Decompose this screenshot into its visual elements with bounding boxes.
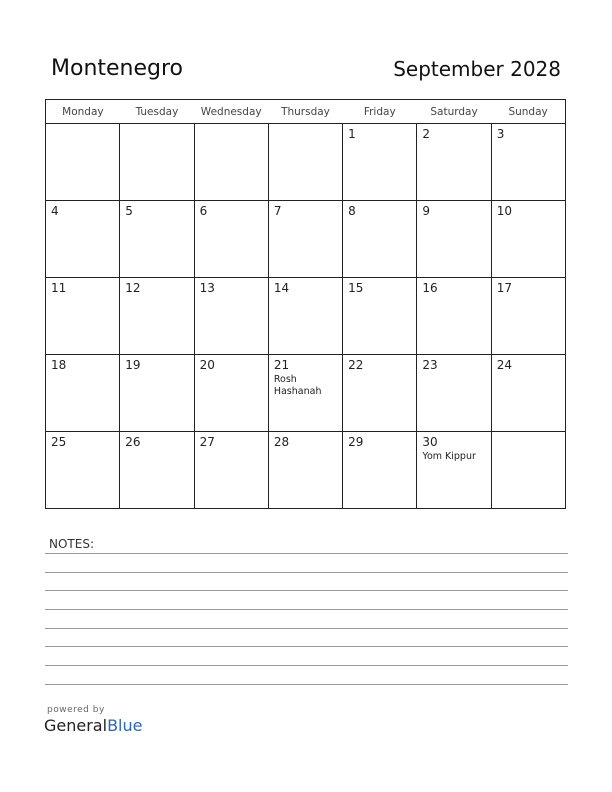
- day-number: 9: [422, 204, 431, 218]
- day-number: 3: [496, 127, 505, 141]
- weekday-header-row: [46, 100, 566, 124]
- calendar-day-cell: [491, 355, 565, 432]
- notes-line: [45, 609, 568, 610]
- weekday-header: Monday: [46, 100, 120, 124]
- day-number: 22: [348, 358, 364, 372]
- calendar-week-row: [46, 432, 566, 509]
- country-title: Montenegro: [51, 56, 184, 81]
- calendar-day-cell: [120, 432, 194, 509]
- day-number: 24: [496, 358, 512, 372]
- calendar-day-cell: [343, 124, 417, 201]
- day-number: 11: [51, 281, 67, 295]
- day-number: 27: [199, 435, 215, 449]
- calendar-day-cell: [491, 278, 565, 355]
- day-number: 6: [199, 204, 208, 218]
- calendar-week-row: [46, 124, 566, 201]
- calendar-day-cell: [120, 355, 194, 432]
- day-number: 8: [348, 204, 356, 218]
- day-number: 30: [422, 435, 438, 449]
- day-number: 18: [51, 358, 67, 372]
- calendar-day-cell: [194, 432, 268, 509]
- calendar-week-row: [46, 278, 566, 355]
- day-number: 19: [125, 358, 141, 372]
- calendar-day-cell: [343, 278, 417, 355]
- calendar-day-cell: [343, 432, 417, 509]
- notes-label: NOTES:: [49, 537, 94, 551]
- notes-line: [45, 590, 568, 591]
- day-number: 4: [51, 204, 59, 218]
- day-number: 23: [422, 358, 438, 372]
- powered-by-text: powered by: [47, 705, 105, 715]
- notes-line: [45, 572, 568, 573]
- notes-line: [45, 665, 568, 666]
- brand-logo: [44, 716, 142, 735]
- calendar-day-cell: [120, 124, 194, 201]
- day-number: 28: [273, 435, 290, 449]
- day-number: 14: [273, 281, 290, 295]
- calendar-day-cell: [46, 432, 120, 509]
- day-number: 1: [348, 127, 356, 141]
- notes-line: [45, 553, 568, 554]
- weekday-header: Sunday: [491, 100, 565, 124]
- day-number: 5: [125, 204, 133, 218]
- brand-logo-part1: General: [44, 716, 108, 735]
- calendar-day-cell: [268, 278, 342, 355]
- weekday-header: Thursday: [268, 100, 342, 124]
- notes-line: [45, 646, 568, 647]
- calendar-day-cell: [268, 124, 342, 201]
- calendar-day-cell: [417, 278, 491, 355]
- calendar-day-cell: [417, 124, 491, 201]
- calendar-day-cell: [343, 355, 417, 432]
- calendar-day-cell: [46, 124, 120, 201]
- calendar-day-cell: [194, 278, 268, 355]
- calendar-day-cell: [417, 432, 491, 509]
- brand-logo-part2: Blue: [107, 716, 143, 735]
- day-number: 13: [199, 281, 215, 295]
- day-number: 21: [273, 358, 290, 372]
- day-number: 29: [348, 435, 364, 449]
- calendar-grid: [45, 99, 566, 509]
- notes-line: [45, 684, 568, 685]
- day-number: 2: [422, 127, 431, 141]
- weekday-header: Friday: [343, 100, 417, 124]
- calendar-day-cell: [491, 201, 565, 278]
- holiday-label: Yom Kippur: [422, 451, 476, 462]
- notes-line: [45, 628, 568, 629]
- calendar-day-cell: [491, 432, 565, 509]
- day-number: 10: [496, 204, 512, 218]
- weekday-header: Saturday: [417, 100, 491, 124]
- weekday-header: Tuesday: [120, 100, 194, 124]
- day-number: 20: [199, 358, 215, 372]
- day-number: 12: [125, 281, 141, 295]
- calendar-day-cell: [268, 432, 342, 509]
- calendar-day-cell: [46, 355, 120, 432]
- calendar-day-cell: [120, 278, 194, 355]
- day-number: 17: [496, 281, 512, 295]
- calendar-day-cell: [194, 355, 268, 432]
- day-number: 25: [51, 435, 67, 449]
- calendar-day-cell: [417, 355, 491, 432]
- day-number: 15: [348, 281, 364, 295]
- calendar-day-cell: [46, 201, 120, 278]
- calendar-day-cell: [491, 124, 565, 201]
- calendar-day-cell: [46, 278, 120, 355]
- weekday-header: Wednesday: [194, 100, 268, 124]
- calendar-week-row: [46, 355, 566, 432]
- day-number: 26: [125, 435, 141, 449]
- calendar-day-cell: [268, 201, 342, 278]
- day-number: 7: [273, 204, 282, 218]
- calendar-day-cell: [194, 201, 268, 278]
- month-title: September 2028: [393, 57, 561, 81]
- holiday-label: Rosh Hashanah: [273, 374, 322, 397]
- calendar-week-row: [46, 201, 566, 278]
- calendar-day-cell: [343, 201, 417, 278]
- day-number: 16: [422, 281, 438, 295]
- calendar-day-cell: [120, 201, 194, 278]
- calendar-day-cell: [194, 124, 268, 201]
- calendar-day-cell: [417, 201, 491, 278]
- calendar-day-cell: [268, 355, 342, 432]
